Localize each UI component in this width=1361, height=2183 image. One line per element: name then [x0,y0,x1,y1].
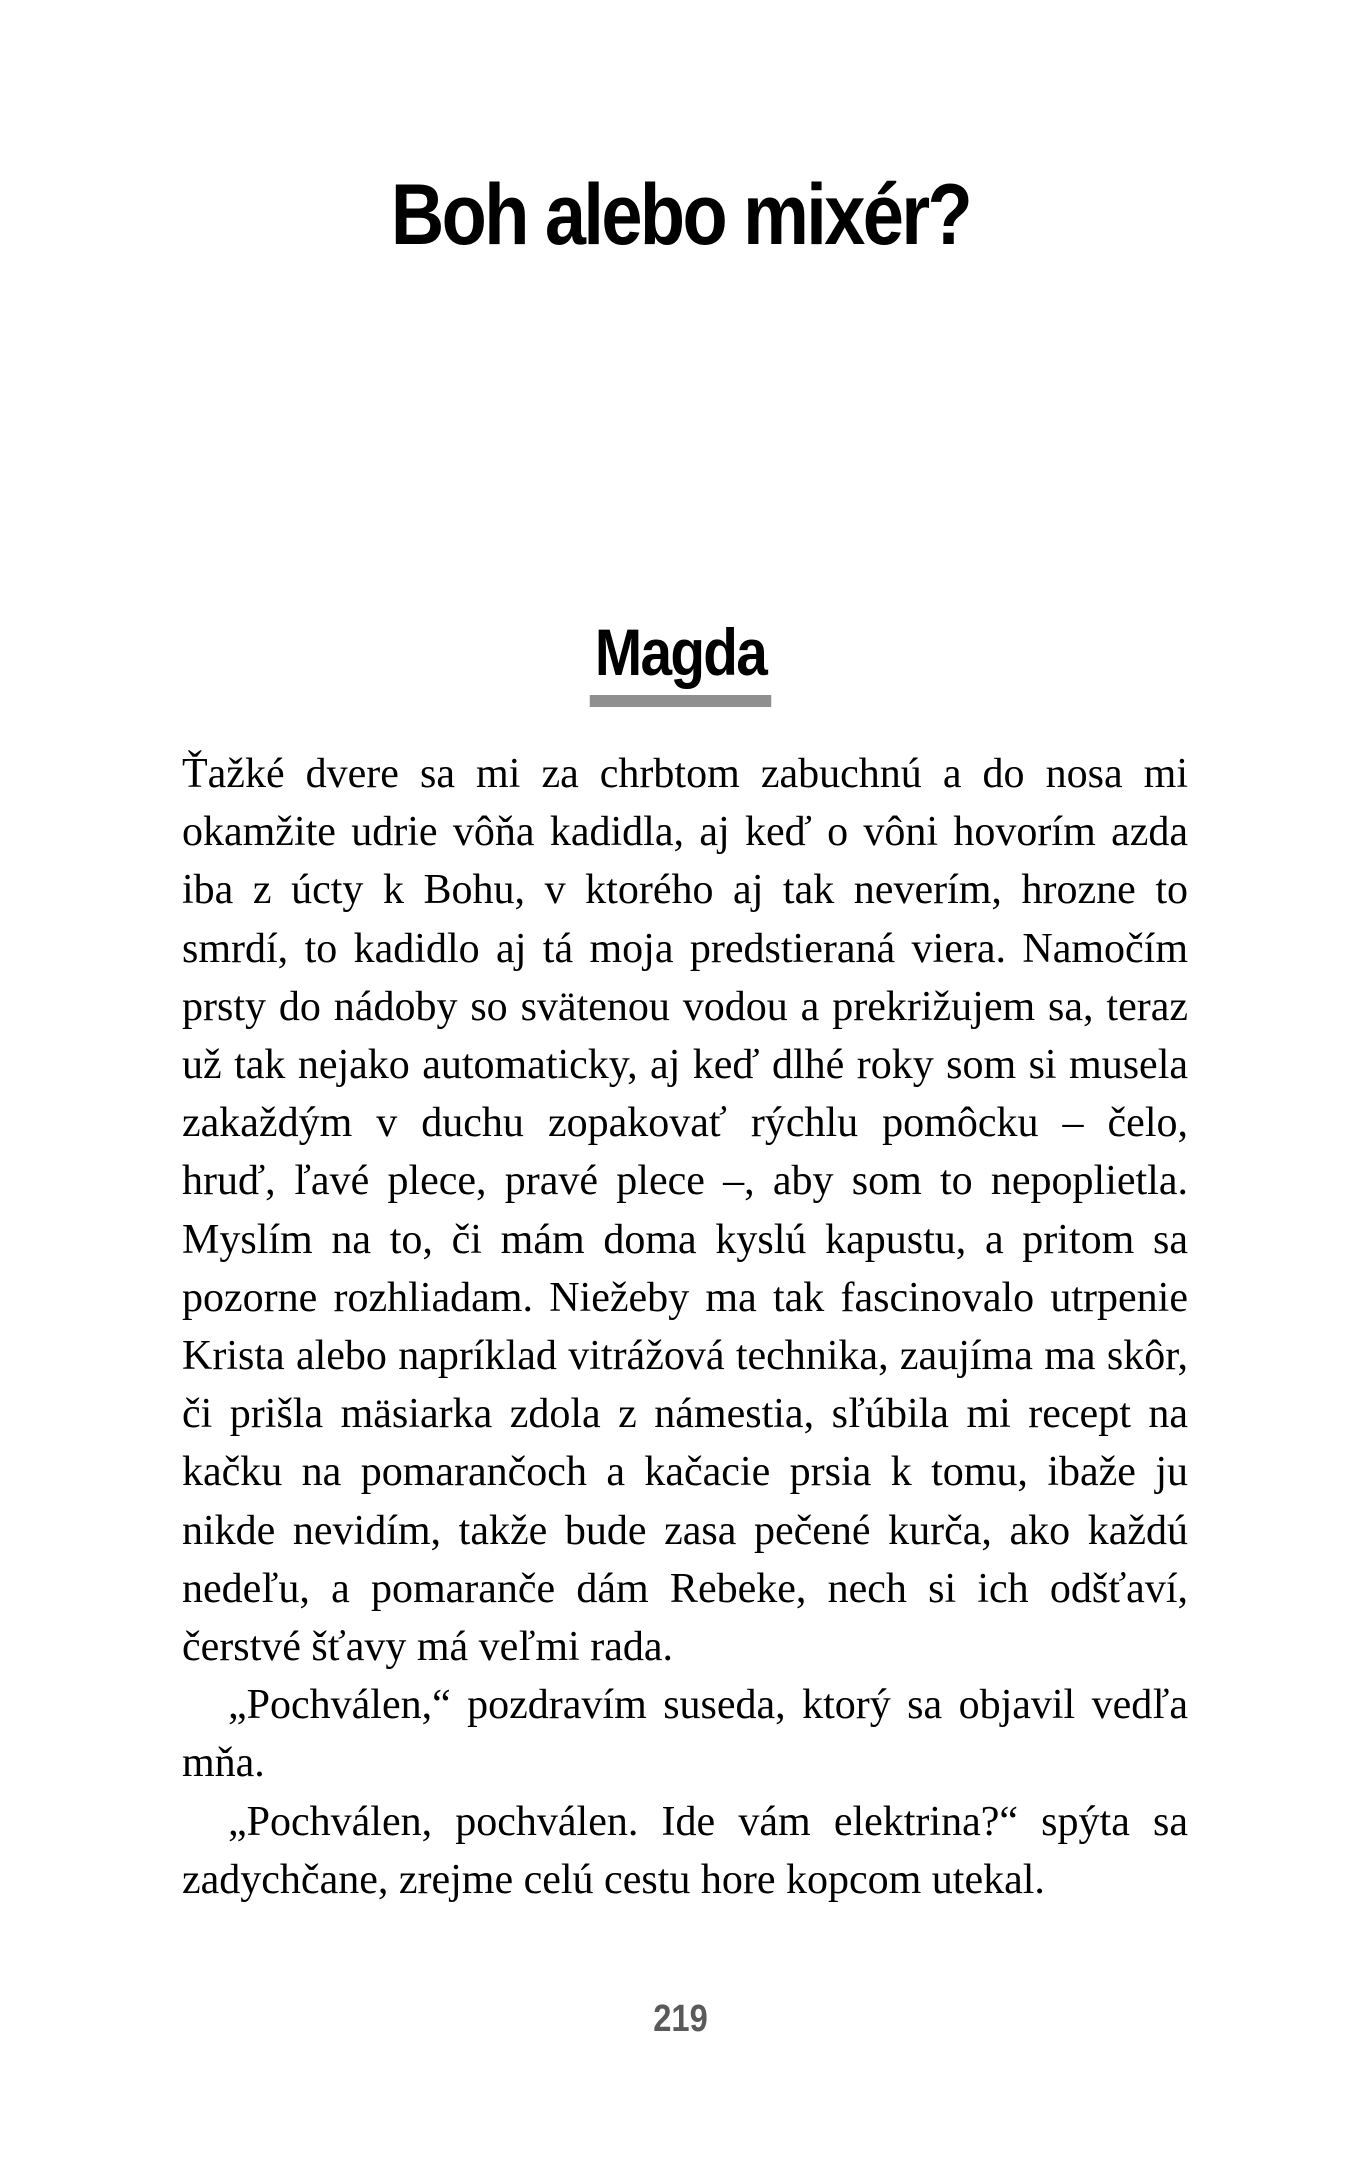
chapter-title: Boh alebo mixér? [390,167,971,263]
body-text [182,745,1188,1909]
page-number: 219 [653,1998,708,2040]
section-heading-container [0,613,1361,707]
paragraph: „Pochválen,“ pozdravím suseda, ktorý sa objavil vedľa mňa. [182,1682,1188,1787]
paragraph: „Pochválen, pochválen. Ide vám elektrina?“ spýta sa zadychčane, zrejme celú cestu hore kopcom utekal. [182,1798,1188,1903]
section-heading: Magda [590,613,771,707]
paragraph: Ťažké dvere sa mi za chrbtom zabuchnú a do nosa mi okamžite udrie vôňa kadidla, aj keď o vôni hovorím azda iba z úcty k Bohu, v ktorého aj tak neverím, hrozne to smrdí, to kadidlo aj tá moja predstieraná viera. Namočím prsty do nádoby so svätenou vodou a prekrižujem sa, teraz už tak nejako automaticky, aj keď dlhé roky som si musela zakaždým v duchu zopakovať rýchlu pomôcku – čelo, hruď, ľavé plece, pravé plece –, aby som to nepoplietla. Myslím na to, či mám doma kyslú kapustu, a pritom sa pozorne rozhliadam. Niežeby ma tak fascinovalo utrpenie Krista alebo napríklad vitrážová technika, zaujíma ma skôr, či prišla mäsiarka zdola z námestia, sľúbila mi recept na kačku na pomarančoch a kačacie prsia k tomu, ibaže ju nikde nevidím, takže bude zasa pečené kurča, ako každú nedeľu, a pomaranče dám Rebeke, nech si ich odšťaví, čerstvé šťavy má veľmi rada. [182,751,1188,1671]
